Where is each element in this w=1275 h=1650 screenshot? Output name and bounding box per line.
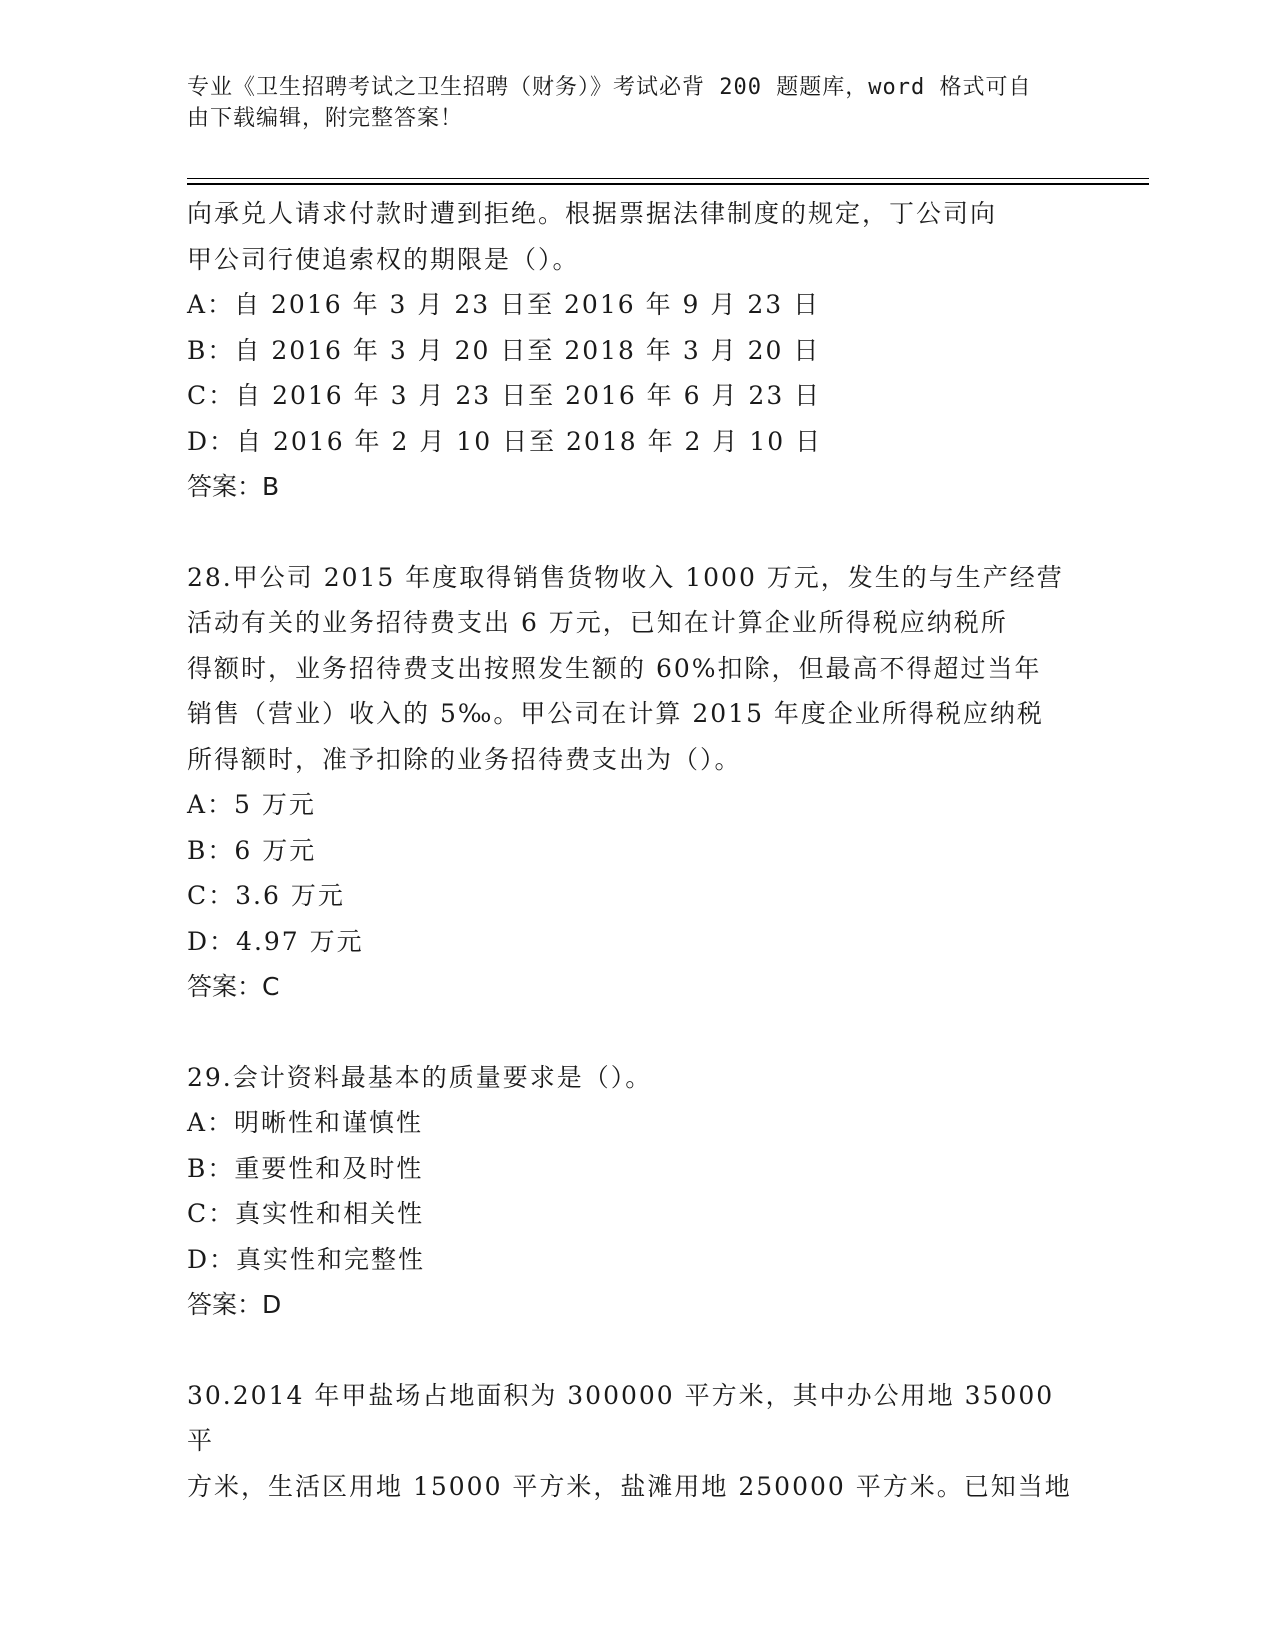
option-a: A：5 万元: [187, 790, 316, 819]
option-a: A：自 2016 年 3 月 23 日至 2016 年 9 月 23 日: [187, 290, 821, 319]
header-divider-thick: [187, 183, 1149, 185]
question-30: [187, 1373, 1087, 1510]
option-b: B：自 2016 年 3 月 20 日至 2018 年 3 月 20 日: [187, 335, 821, 365]
answer-line: 答案：B: [187, 472, 280, 501]
option-d: D：自 2016 年 2 月 10 日至 2018 年 2 月 10 日: [187, 426, 823, 456]
document-header: [187, 72, 1067, 134]
option-b: B：6 万元: [187, 835, 317, 865]
question-29: [187, 1055, 1087, 1328]
question-stem-line: 29.会计资料最基本的质量要求是（）。: [187, 1062, 653, 1092]
option-c: C：3.6 万元: [187, 881, 345, 910]
question-stem-line: 甲公司行使追索权的期限是（）。: [187, 244, 580, 274]
header-divider-thin: [187, 178, 1149, 179]
question-stem-line: 方米，生活区用地 15000 平方米，盐滩用地 250000 平方米。已知当地: [187, 1471, 1072, 1501]
spacer: [187, 1328, 1087, 1373]
question-27-continued: [187, 191, 1087, 510]
question-stem-line: 28.甲公司 2015 年度取得销售货物收入 1000 万元，发生的与生产经营: [187, 562, 1064, 592]
option-d: D：4.97 万元: [187, 926, 364, 956]
option-a: A：明晰性和谨慎性: [187, 1108, 424, 1137]
spacer: [187, 510, 1087, 555]
option-c: C：自 2016 年 3 月 23 日至 2016 年 6 月 23 日: [187, 381, 822, 410]
option-d: D：真实性和完整性: [187, 1244, 426, 1274]
question-stem-line: 所得额时，准予扣除的业务招待费支出为（）。: [187, 744, 742, 774]
answer-line: 答案：C: [187, 972, 280, 1001]
header-line-2: 由下载编辑，附完整答案！: [187, 106, 464, 131]
spacer: [187, 1010, 1087, 1055]
question-stem-line: 得额时，业务招待费支出按照发生额的 60%扣除，但最高不得超过当年: [187, 653, 1042, 683]
question-stem-line: 活动有关的业务招待费支出 6 万元，已知在计算企业所得税应纳税所: [187, 608, 1008, 637]
header-line-1: 专业《卫生招聘考试之卫生招聘（财务）》考试必背 200 题题库，word 格式可自: [187, 75, 1032, 100]
question-stem-line: 30.2014 年甲盐场占地面积为 300000 平方米，其中办公用地 35000 平: [187, 1380, 1055, 1455]
document-body: [187, 191, 1087, 1509]
question-stem-line: 销售（营业）收入的 5‰。甲公司在计算 2015 年度企业所得税应纳税: [187, 699, 1044, 728]
option-c: C：真实性和相关性: [187, 1199, 425, 1228]
answer-line: 答案：D: [187, 1290, 282, 1319]
question-28: [187, 555, 1087, 1010]
question-stem-line: 向承兑人请求付款时遭到拒绝。根据票据法律制度的规定，丁公司向: [187, 199, 998, 228]
option-b: B：重要性和及时性: [187, 1153, 424, 1183]
